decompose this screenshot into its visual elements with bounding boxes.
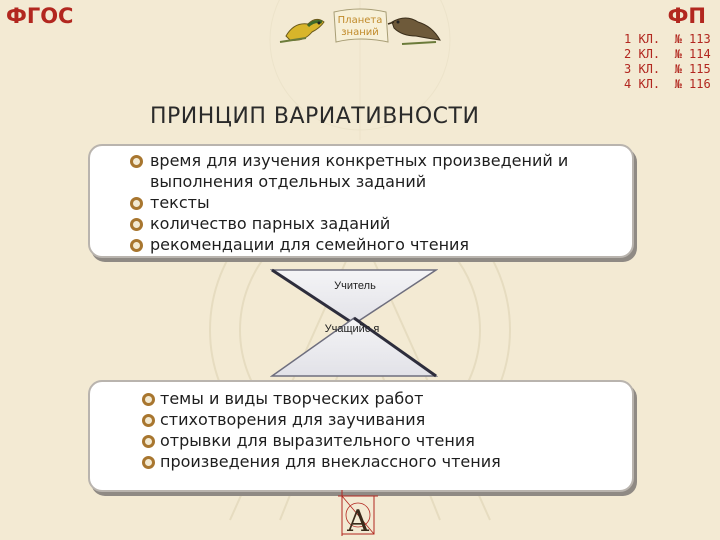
student-choices-box xyxy=(88,380,634,492)
bullet-icon xyxy=(142,393,155,406)
logo-line2: знаний xyxy=(341,27,379,38)
fgos-label: ФГОС xyxy=(6,4,74,28)
list-item-text: тексты xyxy=(150,193,210,212)
list-item-text: количество парных заданий xyxy=(150,214,391,233)
bird-left-icon xyxy=(280,19,324,42)
letter-a-emblem xyxy=(336,488,380,538)
bullet-icon xyxy=(142,435,155,448)
bullet-icon xyxy=(130,218,143,231)
list-item xyxy=(140,451,628,472)
teacher-choices-list xyxy=(130,150,628,255)
list-item-text: отрывки для выразительного чтения xyxy=(160,431,475,450)
list-item xyxy=(130,234,628,255)
logo-banner xyxy=(334,9,388,42)
list-item-text: время для изучения конкретных произведений и выполнения отдельных заданий xyxy=(150,151,569,191)
list-item xyxy=(140,430,628,451)
list-item xyxy=(140,409,628,430)
logo-line1: Планета xyxy=(337,15,383,26)
list-item xyxy=(130,192,628,213)
teacher-choices-box xyxy=(88,144,634,258)
bullet-icon xyxy=(142,456,155,469)
page-title: ПРИНЦИП ВАРИАТИВНОСТИ xyxy=(150,104,480,129)
grade-item: 4 КЛ. № 116 xyxy=(624,77,711,91)
grade-item: 2 КЛ. № 114 xyxy=(624,47,711,61)
list-item xyxy=(140,388,628,409)
bullet-icon xyxy=(142,414,155,427)
planeta-znaniy-logo xyxy=(276,2,444,58)
bullet-icon xyxy=(130,197,143,210)
teacher-label: Учитель xyxy=(334,280,376,292)
list-item-text: рекомендации для семейного чтения xyxy=(150,235,470,254)
list-item-text: произведения для внеклассного чтения xyxy=(160,452,501,471)
grade-item: 1 КЛ. № 113 xyxy=(624,32,711,46)
letter-a: А xyxy=(346,504,370,538)
bullet-icon xyxy=(130,239,143,252)
bullet-icon xyxy=(130,155,143,168)
student-choices-list xyxy=(140,388,628,472)
grade-list xyxy=(624,32,711,92)
list-item-text: темы и виды творческих работ xyxy=(160,389,424,408)
fp-label: ФП xyxy=(667,4,706,28)
bird-right-icon xyxy=(388,18,440,44)
list-item xyxy=(130,150,628,192)
teacher-triangle xyxy=(272,270,436,324)
student-label: Учащийс я xyxy=(324,323,380,335)
list-item xyxy=(130,213,628,234)
list-item-text: стихотворения для заучивания xyxy=(160,410,426,429)
grade-item: 3 КЛ. № 115 xyxy=(624,62,711,76)
